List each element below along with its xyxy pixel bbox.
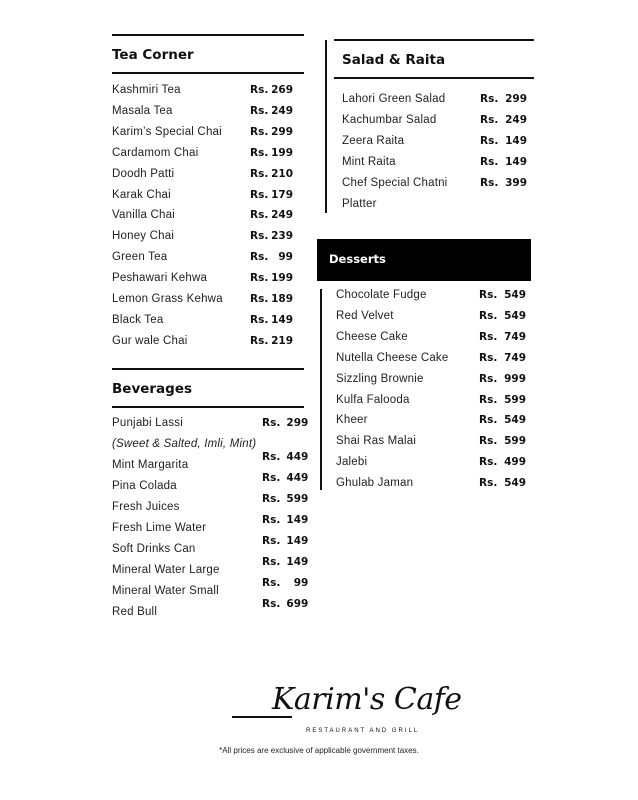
price-currency: Rs. [479, 289, 498, 301]
price-amount: 199 [271, 272, 293, 285]
price-currency: Rs. [479, 330, 498, 343]
item-name: Karim’s Special Chai [112, 125, 222, 138]
list-item [342, 177, 528, 198]
price-currency: Rs. [479, 372, 498, 385]
price-tag [262, 493, 308, 505]
item-name: Chocolate Fudge [336, 289, 427, 301]
price-amount: 749 [504, 351, 526, 364]
tea-corner-bottom-rule [112, 72, 304, 74]
price-amount: 149 [271, 313, 293, 326]
price-amount: 599 [286, 493, 309, 505]
price-amount: 299 [271, 125, 293, 138]
price-currency: Rs. [250, 188, 269, 201]
price-currency: Rs. [250, 272, 269, 285]
item-name: Green Tea [112, 251, 168, 264]
price-amount: 499 [504, 456, 526, 469]
beverages-name-list [112, 417, 262, 627]
list-item [112, 438, 262, 459]
price-currency: Rs. [479, 456, 498, 469]
item-name: Red Bull [112, 606, 158, 618]
list-item [112, 501, 262, 522]
price-currency: Rs. [479, 351, 498, 364]
list-item [112, 84, 302, 105]
list-item [342, 198, 528, 219]
tea-corner-top-rule [112, 34, 304, 36]
item-name: Peshawari Kehwa [112, 272, 208, 285]
salad-left-rule [325, 40, 327, 213]
price-amount: 199 [271, 146, 293, 159]
list-item [112, 522, 262, 543]
price-currency: Rs. [262, 577, 281, 589]
list-item [336, 331, 530, 352]
price-currency: Rs. [262, 472, 281, 484]
price-tag [262, 556, 308, 568]
list-item [342, 156, 528, 177]
item-name: Honey Chai [112, 230, 175, 243]
price-amount: 210 [271, 167, 293, 180]
item-name: Pina Colada [112, 480, 177, 492]
desserts-left-rule [320, 289, 322, 490]
item-name: Kachumbar Salad [342, 113, 437, 126]
item-name: Masala Tea [112, 104, 173, 117]
item-name: Sizzling Brownie [336, 372, 424, 385]
list-item [112, 585, 262, 606]
price-currency: Rs. [262, 535, 281, 547]
price-currency: Rs. [480, 134, 499, 147]
list-item [112, 606, 262, 627]
salad-top-rule [334, 39, 534, 41]
price-amount: 149 [286, 514, 309, 526]
price-currency: Rs. [250, 84, 269, 96]
beverages-title: Beverages [112, 381, 193, 397]
list-item [342, 93, 528, 114]
item-name: Mineral Water Small [112, 585, 219, 597]
price-currency: Rs. [480, 113, 499, 126]
price-currency: Rs. [250, 230, 269, 243]
item-name: Black Tea [112, 313, 164, 326]
price-currency: Rs. [262, 556, 281, 568]
list-item [112, 417, 262, 438]
logo-subtitle: RESTAURANT AND GRILL [306, 728, 420, 734]
price-currency: Rs. [262, 451, 281, 463]
desserts-list [336, 289, 530, 504]
list-item [336, 310, 530, 331]
beverages-bottom-rule [112, 406, 304, 408]
list-item [112, 105, 302, 126]
price-currency: Rs. [479, 414, 498, 427]
salad-raita-title: Salad & Raita [342, 52, 446, 68]
price-amount: 299 [505, 93, 527, 105]
price-currency: Rs. [479, 435, 498, 448]
item-name: Cheese Cake [336, 330, 408, 343]
price-currency: Rs. [250, 251, 269, 264]
list-item [112, 459, 262, 480]
list-item [342, 114, 528, 135]
list-item [112, 126, 302, 147]
price-amount: 549 [504, 289, 526, 301]
price-currency: Rs. [250, 293, 269, 305]
item-name: Cardamom Chai [112, 146, 199, 159]
price-amount: 99 [293, 577, 309, 589]
price-tag [262, 451, 308, 463]
list-item [112, 314, 302, 335]
price-amount: 549 [504, 477, 526, 490]
list-item [112, 335, 302, 356]
item-name: Mint Margarita [112, 459, 189, 471]
price-currency: Rs. [479, 393, 498, 406]
cafe-logo [230, 676, 462, 738]
desserts-header-band [317, 239, 531, 281]
price-amount: 399 [505, 176, 527, 189]
price-currency: Rs. [480, 93, 499, 105]
price-amount: 219 [271, 334, 293, 347]
list-item [336, 477, 530, 498]
price-currency: Rs. [480, 155, 499, 168]
list-item [336, 414, 530, 435]
price-amount: 189 [271, 293, 293, 305]
tax-note: *All prices are exclusive of applicable government taxes. [219, 746, 419, 755]
item-name: Mineral Water Large [112, 564, 220, 576]
price-amount: 269 [271, 84, 293, 96]
price-amount: 449 [286, 451, 309, 463]
item-name: Doodh Patti [112, 167, 175, 180]
price-currency: Rs. [479, 477, 498, 490]
desserts-title: Desserts [329, 252, 386, 266]
price-amount: 149 [505, 134, 527, 147]
price-currency: Rs. [250, 209, 269, 222]
list-item [112, 147, 302, 168]
item-name: Lemon Grass Kehwa [112, 293, 223, 305]
item-name: Platter [342, 197, 377, 210]
price-tag [262, 472, 308, 484]
item-name: Zeera Raita [342, 134, 405, 147]
item-name: Kashmiri Tea [112, 84, 181, 96]
list-item [112, 230, 302, 251]
price-amount: 299 [286, 417, 309, 429]
item-name: Fresh Lime Water [112, 522, 207, 534]
tea-corner-title: Tea Corner [112, 47, 194, 63]
item-name: Kulfa Falooda [336, 393, 410, 406]
price-amount: 149 [286, 556, 309, 568]
logo-script-text: Karim's Cafe [272, 682, 462, 717]
price-amount: 179 [271, 188, 293, 201]
list-item [112, 209, 302, 230]
salad-raita-list [342, 93, 528, 223]
price-currency: Rs. [480, 176, 499, 189]
list-item [336, 373, 530, 394]
item-name: Nutella Cheese Cake [336, 351, 449, 364]
price-amount: 599 [504, 435, 526, 448]
item-name: Karak Chai [112, 188, 171, 201]
price-currency: Rs. [250, 167, 269, 180]
price-tag [262, 598, 308, 610]
price-amount: 149 [286, 535, 309, 547]
item-name: Red Velvet [336, 309, 394, 322]
item-name: Mint Raita [342, 155, 396, 168]
price-currency: Rs. [250, 104, 269, 117]
price-amount: 549 [504, 309, 526, 322]
item-name: Vanilla Chai [112, 209, 175, 222]
price-amount: 249 [271, 104, 293, 117]
price-amount: 999 [504, 372, 526, 385]
price-tag [262, 577, 308, 589]
list-item [336, 394, 530, 415]
price-amount: 239 [271, 230, 293, 243]
list-item [336, 352, 530, 373]
list-item [112, 564, 262, 585]
salad-bottom-rule [334, 77, 534, 79]
list-item [112, 480, 262, 501]
price-tag [262, 514, 308, 526]
price-currency: Rs. [262, 598, 281, 610]
price-currency: Rs. [262, 514, 281, 526]
price-tag [262, 417, 308, 429]
item-name: Ghulab Jaman [336, 477, 414, 490]
item-name: Shai Ras Malai [336, 435, 417, 448]
price-tag [262, 535, 308, 547]
price-amount: 699 [286, 598, 309, 610]
list-item [112, 543, 262, 564]
list-item [112, 189, 302, 210]
item-name: Punjabi Lassi [112, 417, 184, 429]
list-item [336, 289, 530, 310]
price-currency: Rs. [250, 125, 269, 138]
list-item [342, 135, 528, 156]
list-item [112, 251, 302, 272]
tea-corner-list [112, 84, 302, 359]
list-item [112, 293, 302, 314]
item-name: Jalebi [336, 456, 368, 469]
item-name: Gur wale Chai [112, 334, 188, 347]
list-item [112, 272, 302, 293]
price-currency: Rs. [262, 493, 281, 505]
price-amount: 149 [505, 155, 527, 168]
price-amount: 599 [504, 393, 526, 406]
price-amount: 449 [286, 472, 309, 484]
beverages-price-list [262, 417, 308, 617]
item-name: Soft Drinks Can [112, 543, 196, 555]
list-item [336, 435, 530, 456]
price-amount: 549 [504, 414, 526, 427]
price-currency: Rs. [250, 146, 269, 159]
list-item [112, 168, 302, 189]
item-name: Lahori Green Salad [342, 93, 446, 105]
list-item [336, 456, 530, 477]
item-name: (Sweet & Salted, Imli, Mint) [112, 438, 257, 450]
item-name: Fresh Juices [112, 501, 180, 513]
price-currency: Rs. [262, 417, 281, 429]
price-currency: Rs. [250, 313, 269, 326]
price-amount: 99 [278, 251, 293, 264]
price-amount: 249 [505, 113, 527, 126]
price-currency: Rs. [250, 334, 269, 347]
price-amount: 749 [504, 330, 526, 343]
price-amount: 249 [271, 209, 293, 222]
item-name: Kheer [336, 414, 368, 427]
beverages-top-rule [112, 368, 304, 370]
price-currency: Rs. [479, 309, 498, 322]
item-name: Chef Special Chatni [342, 176, 448, 189]
